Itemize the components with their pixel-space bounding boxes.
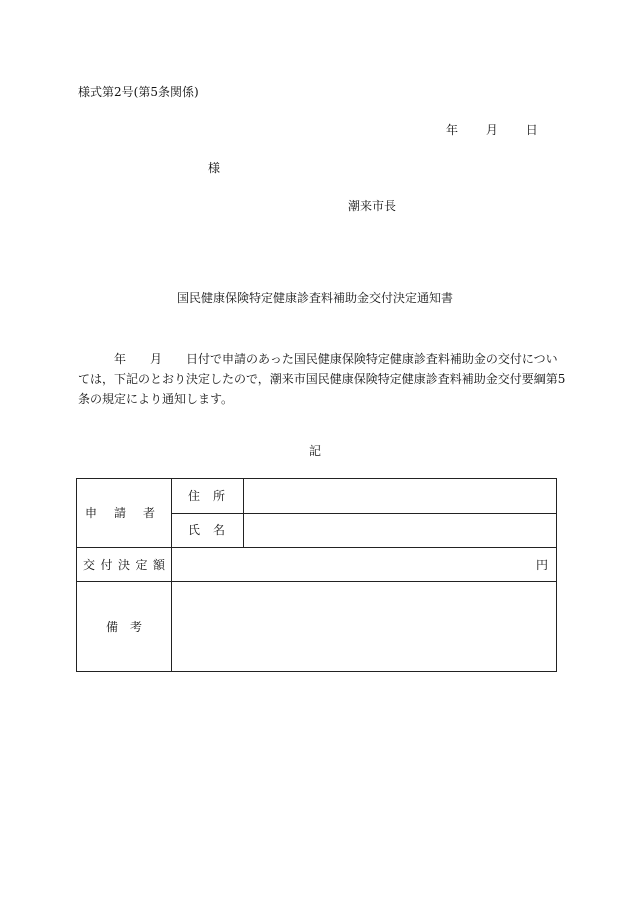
remarks-value-cell[interactable] <box>172 582 557 672</box>
body-line-1: 年 月 日付で申請のあった国民健康保険特定健康診査料補助金の交付につい <box>114 352 558 366</box>
remarks-label: 備 考 <box>105 619 142 634</box>
name-char: 名 <box>212 523 225 538</box>
name-char: 氏 <box>188 523 201 538</box>
date-line <box>446 124 538 136</box>
address-value-cell[interactable] <box>244 479 557 514</box>
remarks-label-cell <box>77 582 172 672</box>
yen-unit: 円 <box>535 557 548 572</box>
applicant-label-cell <box>77 479 172 548</box>
body-paragraph <box>78 349 566 409</box>
form-number-label: 様式第2号(第5条関係) <box>78 85 199 99</box>
name-label-cell <box>172 513 244 548</box>
addressee-suffix: 様 <box>208 161 221 175</box>
document-title: 国民健康保険特定健康診査料補助金交付決定通知書 <box>176 291 453 305</box>
amount-char: 交 <box>83 557 96 572</box>
date-month-label: 月 <box>485 123 498 137</box>
address-char: 所 <box>212 488 225 503</box>
record-mark: 記 <box>308 444 321 458</box>
date-year-label: 年 <box>446 123 459 137</box>
amount-char: 定 <box>135 557 148 572</box>
date-day-label: 日 <box>525 123 538 137</box>
sender-name: 潮来市長 <box>348 199 397 213</box>
amount-label-cell <box>77 548 172 582</box>
amount-char: 付 <box>100 557 113 572</box>
info-table <box>76 478 557 672</box>
amount-char: 額 <box>152 557 165 572</box>
amount-char: 決 <box>117 557 130 572</box>
applicant-char: 申 <box>85 506 98 520</box>
applicant-char: 者 <box>142 506 155 520</box>
applicant-char: 請 <box>113 506 126 520</box>
body-line-3: 条の規定により通知します。 <box>78 392 234 406</box>
address-label-cell <box>172 479 244 514</box>
body-line-2: ては，下記のとおり決定したので，潮来市国民健康保険特定健康診査料補助金交付要綱第5 <box>78 372 566 386</box>
amount-value-cell[interactable] <box>172 548 557 582</box>
name-value-cell[interactable] <box>244 513 557 548</box>
address-char: 住 <box>188 488 201 503</box>
